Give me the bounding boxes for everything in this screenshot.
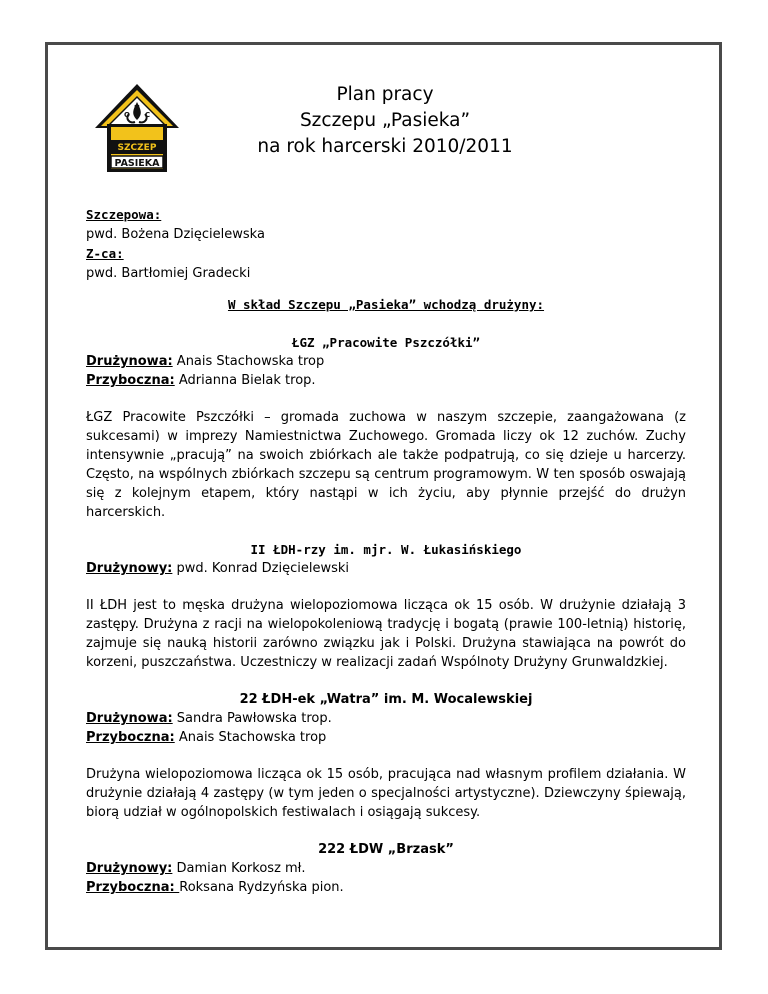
team-heading: 22 ŁDH-ek „Watra” im. M. Wocalewskiej: [239, 692, 533, 707]
zca-label: Z-ca:: [86, 246, 124, 261]
document-body: [86, 205, 686, 897]
role-value: Damian Korkosz mł.: [172, 861, 306, 876]
role-label: Drużynowy:: [86, 561, 173, 576]
team-heading: 222 ŁDW „Brzask”: [318, 842, 454, 857]
team-heading: ŁGZ „Pracowite Pszczółki”: [291, 335, 481, 350]
logo-letter-o: O: [124, 111, 130, 119]
composition-heading: W skład Szczepu „Pasieka” wchodzą drużyny:: [227, 297, 545, 312]
role-label: Drużynowa:: [86, 711, 173, 726]
team-description: II ŁDH jest to męska drużyna wielopoziomowa licząca ok 15 osób. W drużynie działają 3 zastępy. Drużyna z racji na wielopokoleniową tradycję i bogatą (prawie 100-letnią) historię, zajmuje się nauką historii zarówno związku jak i Polski. Drużyna stawiająca na powrót do korzeni, puszczaństwa. Uczestniczy w realizacji zadań Wspólnoty Drużyny Grunwaldzkiej.: [86, 598, 686, 670]
szczepowa-label: Szczepowa:: [86, 207, 162, 222]
title-line: Plan pracy: [336, 84, 434, 105]
role-value: Anais Stachowska trop: [174, 730, 327, 745]
logo-letter-c: C: [145, 111, 151, 119]
team-description: ŁGZ Pracowite Pszczółki – gromada zuchowa w naszym szczepie, zaangażowana (z sukcesami) w imprezy Namiestnictwa Zuchowego. Gromada liczy ok 12 zuchów. Zuchy intensywnie „pracują” na swoich zbiórkach ale także podpatrują, co się dzieje u harcerzy. Często, na wspólnych zbiórkach szczepu są centrum programowym. W ten sposób oswajają się z kolejnym etapem, który nastąpi w ich życiu, aby płynnie przejść do drużyn harcerskich.: [86, 410, 686, 520]
title-line: na rok harcerski 2010/2011: [257, 136, 513, 157]
document-title: [200, 82, 570, 160]
title-line: Szczepu „Pasieka”: [299, 110, 471, 131]
role-value: Anais Stachowska trop: [172, 354, 325, 369]
logo-text-top: SZCZEP: [117, 143, 157, 153]
logo-letter-n: N: [134, 104, 140, 112]
team-heading: II ŁDH-rzy im. mjr. W. Łukasińskiego: [250, 542, 522, 557]
role-value: Adrianna Bielak trop.: [174, 373, 316, 388]
role-value: Roksana Rydzyńska pion.: [179, 880, 344, 895]
role-value: pwd. Konrad Dzięcielewski: [172, 561, 350, 576]
role-label: Drużynowa:: [86, 354, 173, 369]
scout-hut-logo-icon: [93, 80, 181, 176]
role-value: Sandra Pawłowska trop.: [172, 711, 332, 726]
role-label: Przyboczna:: [86, 880, 180, 895]
role-label: Przyboczna:: [86, 730, 175, 745]
zca-name: pwd. Bartłomiej Gradecki: [86, 266, 251, 281]
szczepowa-name: pwd. Bożena Dzięcielewska: [86, 227, 265, 242]
role-label: Drużynowy:: [86, 861, 173, 876]
role-label: Przyboczna:: [86, 373, 175, 388]
team-description: Drużyna wielopoziomowa licząca ok 15 osób, pracująca nad własnym profilem działania. W drużynie działają 4 zastępy (w tym jeden o specjalności artystyczne). Dziewczyny śpiewają, biorą udział w ogólnopolskich festiwalach i osiągają sukcesy.: [86, 767, 686, 820]
logo-text-bottom: PASIEKA: [114, 158, 160, 169]
